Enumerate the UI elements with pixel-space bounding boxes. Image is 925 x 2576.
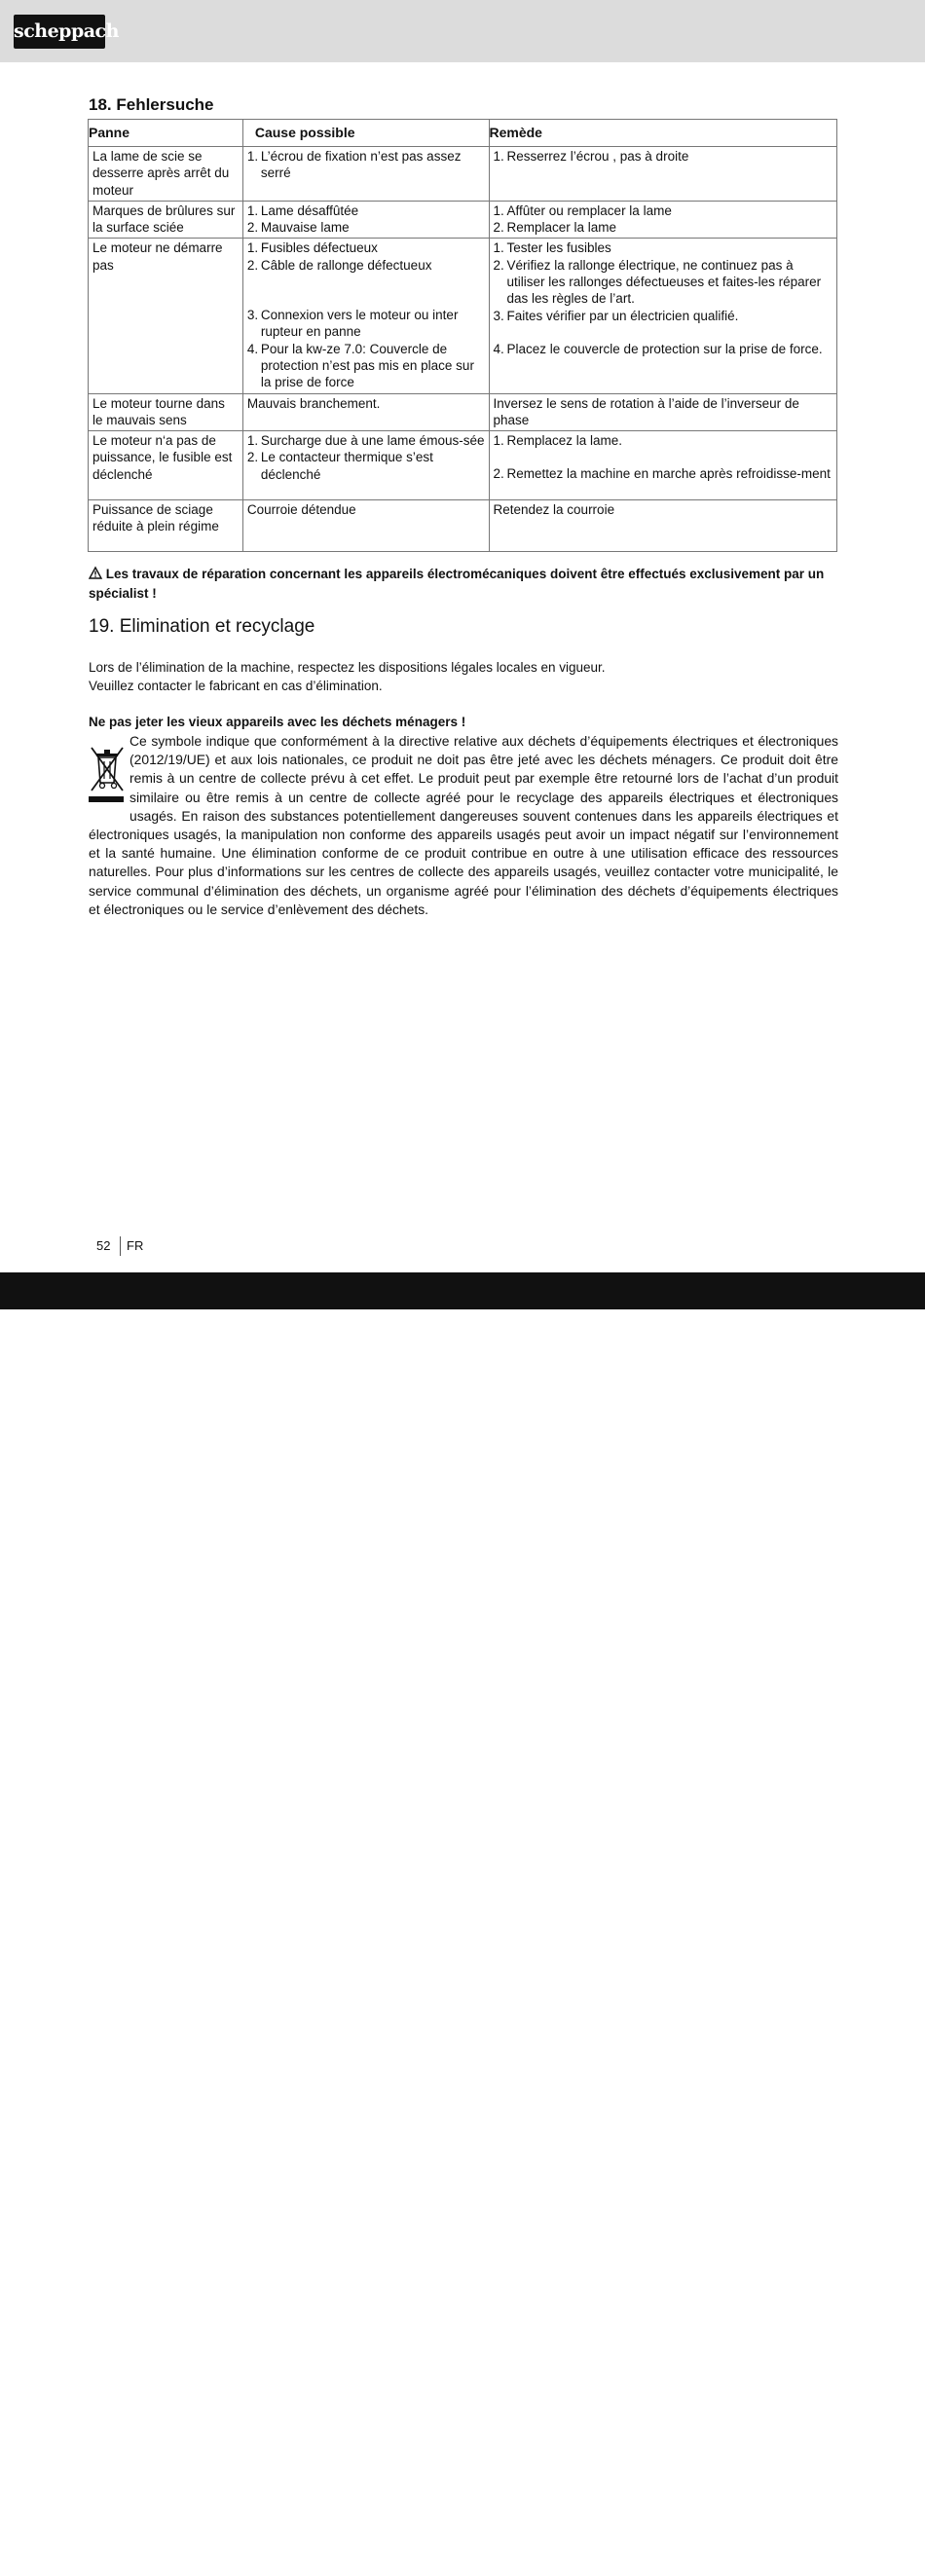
remede-cell [489,431,837,500]
cause-cell [242,201,489,239]
list-item: 1. L’écrou de fixation n’est pas assez serré [246,149,462,181]
weee-block [89,732,838,919]
list-item: 4. Placez le couvercle de protection sur la prise de force. [493,341,823,356]
list-item: 1. Fusibles défectueux [246,240,378,256]
table-row [89,239,837,393]
column-header-panne: Panne [89,120,243,147]
list-item: 2. Le contacteur thermique s’est déclenché [246,450,433,482]
list-item: 1. Surcharge due à une lame émous-sée [246,433,485,449]
list-item: 1. Lame désaffûtée [246,202,359,218]
table-row [89,431,837,500]
weee-text: Ce symbole indique que conformément à la directive relative aux déchets d’équipements électriques et électroniques (2012/19/UE) et aux lois nationales, ce produit ne doit pas être jeté avec les déchets ménagers. Ce produit doit être remis à un centre de collecte prévu à cet effet. Le produit peut par exemple être retourné lors de l’achat d’un produit similaire ou être remis à un centre de collecte agréé pour le recyclage des appareils électriques et électroniques usagés. En raison des substances potentiellement dangereuses souvent contenues dans les appareils électriques et électroniques usagés, la manipulation non conforme des appareils usagés peut avoir un impact négatif sur l’environnement et la santé humaine. Une élimination conforme de ce produit contribue en outre à une utilisation efficace des ressources naturelles. Pour plus d’informations sur les centres de collecte des appareils usagés, veuillez contacter votre municipalité, le service communal d’élimination des déchets, un organisme agréé pour l’élimination des déchets d’équipements électriques et électroniques ou le service d’enlèvement des déchets. [89,733,838,917]
list-item: 3. Connexion vers le moteur ou inter rupteur en panne [246,308,459,340]
page-number: 52 [96,1238,111,1253]
troubleshooting-table [88,119,837,552]
panne-cell: Le moteur tourne dans le mauvais sens [89,393,243,431]
table-header-row [89,120,837,147]
disposal-paragraph-2: Veuillez contacter le fabricant en cas d’élimination. [89,679,383,693]
repair-warning-text: Les travaux de réparation concernant les appareils électromécaniques doivent être effectués exclusivement par un spécialist ! [89,567,825,601]
panne-cell: La lame de scie se desserre après arrêt du moteur [89,147,243,202]
list-item: 3. Faites vérifier par un électricien qualifié. [493,308,739,323]
panne-cell: Puissance de sciage réduite à plein régime [89,500,243,552]
panne-cell: Le moteur ne démarre pas [89,239,243,393]
column-header-cause: Cause possible [242,120,489,147]
panne-cell: Marques de brûlures sur la surface sciée [89,201,243,239]
cause-cell: Mauvais branchement. [242,393,489,431]
column-header-remede: Remède [489,120,837,147]
list-item: 2. Remplacer la lame [493,220,617,236]
remede-cell [489,201,837,239]
page-separator [120,1236,121,1256]
table-row [89,500,837,552]
remede-cell [489,239,837,393]
section-title-disposal: 19. Elimination et recyclage [89,616,315,637]
list-item: 2. Remettez la machine en marche après refroidisse-ment [493,466,831,482]
list-item: 1. Affûter ou remplacer la lame [493,202,672,218]
remede-cell: Inversez le sens de rotation à l’aide de l’inverseur de phase [489,393,837,431]
crossed-bin-icon [89,740,126,816]
list-item: 1. Resserrez l’écrou , pas à droite [493,149,689,164]
footer-contact: www.scheppach.com / service@scheppach.com / ☎ +(49)-08223-4002-99 / 🖷 +(49)-08223-4002-58 [152,2558,716,2571]
brand-logo: scheppach [14,15,105,49]
weee-heading: Ne pas jeter les vieux appareils avec les déchets ménagers ! [89,715,466,729]
list-item: 2. Vérifiez la rallonge électrique, ne continuez pas à utiliser les rallonges défectueuses et faites-les réparer das les règles de l’art. [493,257,822,307]
page-language: FR [127,1238,144,1253]
disposal-paragraph-1: Lors de l’élimination de la machine, respectez les dispositions légales locales en vigueur. [89,660,606,675]
list-item: 1. Tester les fusibles [493,240,611,256]
list-item: 4. Pour la kw-ze 7.0: Couvercle de protection n’est pas mis en place sur la prise de force [246,341,474,390]
section-title-troubleshooting: 18. Fehlersuche [89,95,214,114]
warning-triangle-icon [89,567,102,579]
panne-cell: Le moteur n‘a pas de puissance, le fusible est déclenché [89,431,243,500]
cause-cell [242,147,489,202]
list-item: 2. Câble de rallonge défectueux [246,257,432,273]
remede-cell: Retendez la courroie [489,500,837,552]
cause-cell: Courroie détendue [242,500,489,552]
table-row [89,393,837,431]
list-item: 2. Mauvaise lame [246,220,350,236]
header-band [0,0,925,62]
repair-warning [89,565,838,603]
table-row [89,147,837,202]
cause-cell [242,431,489,500]
footer-band [0,1272,925,2571]
remede-cell [489,147,837,202]
cause-cell [242,239,489,393]
table-row [89,201,837,239]
list-item: 1. Remplacez la lame. [493,433,623,449]
